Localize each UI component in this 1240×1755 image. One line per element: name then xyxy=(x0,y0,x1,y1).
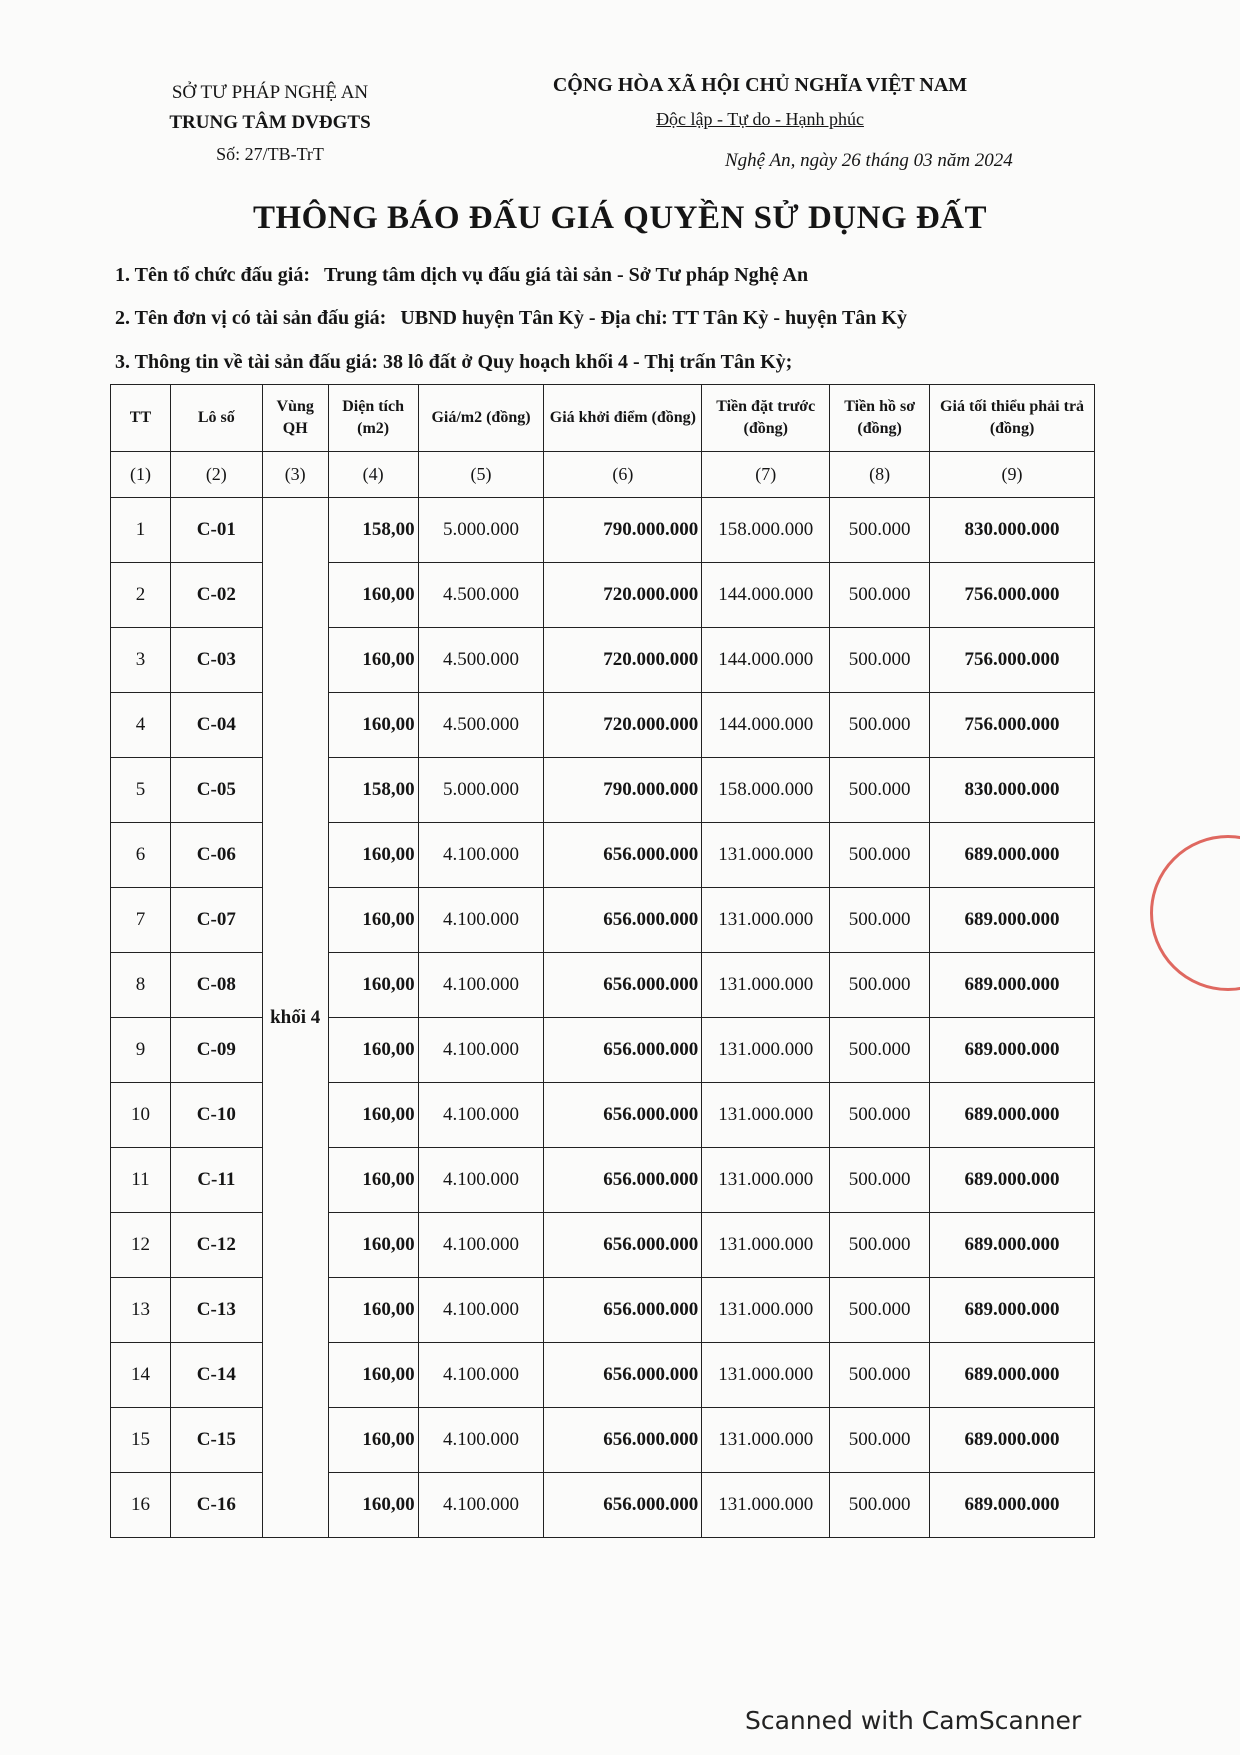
cell-tt: 3 xyxy=(111,628,171,693)
cell-min-price: 689.000.000 xyxy=(930,823,1095,888)
cell-fee: 500.000 xyxy=(830,758,930,823)
cell-deposit: 131.000.000 xyxy=(702,1083,830,1148)
cell-price-per-m2: 4.100.000 xyxy=(418,1473,544,1538)
cell-price-per-m2: 4.100.000 xyxy=(418,1408,544,1473)
national-motto: Độc lập - Tự do - Hạnh phúc xyxy=(656,109,864,129)
cell-starting-price: 790.000.000 xyxy=(544,498,702,563)
cell-area: 160,00 xyxy=(328,1213,418,1278)
cell-fee: 500.000 xyxy=(830,693,930,758)
cell-tt: 15 xyxy=(111,1408,171,1473)
cell-price-per-m2: 4.100.000 xyxy=(418,888,544,953)
cell-price-per-m2: 4.100.000 xyxy=(418,1213,544,1278)
cell-starting-price: 656.000.000 xyxy=(544,1408,702,1473)
cell-deposit: 131.000.000 xyxy=(702,953,830,1018)
cell-starting-price: 790.000.000 xyxy=(544,758,702,823)
cell-fee: 500.000 xyxy=(830,888,930,953)
cell-starting-price: 720.000.000 xyxy=(544,563,702,628)
cell-area: 160,00 xyxy=(328,563,418,628)
cell-lot: C-14 xyxy=(170,1343,262,1408)
cell-lot: C-07 xyxy=(170,888,262,953)
cell-tt: 11 xyxy=(111,1148,171,1213)
issuer-center: TRUNG TÂM DVĐGTS xyxy=(169,112,371,133)
cell-deposit: 131.000.000 xyxy=(702,1148,830,1213)
cell-tt: 14 xyxy=(111,1343,171,1408)
cell-starting-price: 656.000.000 xyxy=(544,1083,702,1148)
cell-tt: 9 xyxy=(111,1018,171,1083)
cell-deposit: 131.000.000 xyxy=(702,1343,830,1408)
cell-lot: C-16 xyxy=(170,1473,262,1538)
cell-starting-price: 656.000.000 xyxy=(544,1343,702,1408)
red-seal-stamp xyxy=(1150,835,1240,991)
table-row xyxy=(111,563,1095,628)
column-header: Tiền đặt trước (đồng) xyxy=(702,385,830,452)
column-header: Giá khởi điểm (đồng) xyxy=(544,385,702,452)
cell-deposit: 158.000.000 xyxy=(702,758,830,823)
cell-starting-price: 656.000.000 xyxy=(544,1278,702,1343)
cell-min-price: 689.000.000 xyxy=(930,1083,1095,1148)
cell-fee: 500.000 xyxy=(830,1083,930,1148)
cell-min-price: 830.000.000 xyxy=(930,758,1095,823)
cell-zone: khối 4 xyxy=(262,498,328,1538)
cell-area: 160,00 xyxy=(328,1083,418,1148)
cell-lot: C-06 xyxy=(170,823,262,888)
cell-lot: C-08 xyxy=(170,953,262,1018)
document-number: Số: 27/TB-TrT xyxy=(216,144,324,164)
table-row xyxy=(111,1018,1095,1083)
cell-price-per-m2: 4.100.000 xyxy=(418,823,544,888)
table-row xyxy=(111,1408,1095,1473)
cell-area: 158,00 xyxy=(328,758,418,823)
cell-area: 160,00 xyxy=(328,628,418,693)
cell-min-price: 689.000.000 xyxy=(930,888,1095,953)
cell-deposit: 144.000.000 xyxy=(702,563,830,628)
cell-area: 160,00 xyxy=(328,823,418,888)
page-title: THÔNG BÁO ĐẤU GIÁ QUYỀN SỬ DỤNG ĐẤT xyxy=(252,200,988,236)
cell-fee: 500.000 xyxy=(830,953,930,1018)
column-header: Vùng QH xyxy=(262,385,328,452)
cell-lot: C-12 xyxy=(170,1213,262,1278)
cell-area: 160,00 xyxy=(328,1148,418,1213)
cell-min-price: 689.000.000 xyxy=(930,1343,1095,1408)
cell-min-price: 689.000.000 xyxy=(930,1148,1095,1213)
cell-deposit: 131.000.000 xyxy=(702,888,830,953)
cell-min-price: 756.000.000 xyxy=(930,563,1095,628)
cell-price-per-m2: 4.100.000 xyxy=(418,1018,544,1083)
info-line-2: 2. Tên đơn vị có tài sản đấu giá: UBND huyện Tân Kỳ - Địa chỉ: TT Tân Kỳ - huyện Tân Kỳ xyxy=(115,307,907,329)
cell-min-price: 830.000.000 xyxy=(930,498,1095,563)
column-header: TT xyxy=(111,385,171,452)
land-lot-table xyxy=(110,384,1095,1538)
cell-fee: 500.000 xyxy=(830,1148,930,1213)
cell-starting-price: 720.000.000 xyxy=(544,628,702,693)
cell-starting-price: 656.000.000 xyxy=(544,823,702,888)
cell-min-price: 689.000.000 xyxy=(930,1473,1095,1538)
cell-deposit: 158.000.000 xyxy=(702,498,830,563)
cell-price-per-m2: 4.100.000 xyxy=(418,1343,544,1408)
cell-price-per-m2: 4.100.000 xyxy=(418,1278,544,1343)
cell-lot: C-03 xyxy=(170,628,262,693)
cell-area: 160,00 xyxy=(328,888,418,953)
cell-lot: C-05 xyxy=(170,758,262,823)
cell-min-price: 689.000.000 xyxy=(930,1278,1095,1343)
cell-price-per-m2: 4.100.000 xyxy=(418,1148,544,1213)
cell-lot: C-10 xyxy=(170,1083,262,1148)
cell-lot: C-11 xyxy=(170,1148,262,1213)
info-line-3: 3. Thông tin về tài sản đấu giá: 38 lô đất ở Quy hoạch khối 4 - Thị trấn Tân Kỳ; xyxy=(115,351,793,373)
cell-deposit: 131.000.000 xyxy=(702,1408,830,1473)
cell-price-per-m2: 4.100.000 xyxy=(418,953,544,1018)
cell-fee: 500.000 xyxy=(830,1018,930,1083)
table-row xyxy=(111,823,1095,888)
table-row xyxy=(111,888,1095,953)
nation-name: CỘNG HÒA XÃ HỘI CHỦ NGHĨA VIỆT NAM xyxy=(552,74,968,96)
cell-deposit: 131.000.000 xyxy=(702,1018,830,1083)
cell-fee: 500.000 xyxy=(830,823,930,888)
cell-min-price: 689.000.000 xyxy=(930,1018,1095,1083)
cell-price-per-m2: 4.500.000 xyxy=(418,628,544,693)
cell-starting-price: 720.000.000 xyxy=(544,693,702,758)
cell-tt: 12 xyxy=(111,1213,171,1278)
cell-starting-price: 656.000.000 xyxy=(544,1148,702,1213)
cell-deposit: 131.000.000 xyxy=(702,1213,830,1278)
cell-deposit: 131.000.000 xyxy=(702,823,830,888)
table-row xyxy=(111,953,1095,1018)
cell-fee: 500.000 xyxy=(830,1473,930,1538)
cell-area: 160,00 xyxy=(328,1473,418,1538)
table-row xyxy=(111,1213,1095,1278)
cell-price-per-m2: 4.500.000 xyxy=(418,563,544,628)
cell-tt: 13 xyxy=(111,1278,171,1343)
cell-starting-price: 656.000.000 xyxy=(544,953,702,1018)
cell-min-price: 689.000.000 xyxy=(930,1408,1095,1473)
cell-deposit: 144.000.000 xyxy=(702,693,830,758)
cell-area: 158,00 xyxy=(328,498,418,563)
cell-tt: 2 xyxy=(111,563,171,628)
cell-price-per-m2: 4.500.000 xyxy=(418,693,544,758)
cell-lot: C-01 xyxy=(170,498,262,563)
cell-price-per-m2: 5.000.000 xyxy=(418,498,544,563)
cell-tt: 1 xyxy=(111,498,171,563)
cell-tt: 5 xyxy=(111,758,171,823)
cell-lot: C-02 xyxy=(170,563,262,628)
cell-min-price: 689.000.000 xyxy=(930,953,1095,1018)
column-header: Giá tối thiểu phải trả (đồng) xyxy=(930,385,1095,452)
cell-area: 160,00 xyxy=(328,953,418,1018)
cell-starting-price: 656.000.000 xyxy=(544,888,702,953)
cell-min-price: 756.000.000 xyxy=(930,628,1095,693)
cell-min-price: 756.000.000 xyxy=(930,693,1095,758)
cell-lot: C-13 xyxy=(170,1278,262,1343)
cell-min-price: 689.000.000 xyxy=(930,1213,1095,1278)
cell-deposit: 131.000.000 xyxy=(702,1278,830,1343)
issuer-department: SỞ TƯ PHÁP NGHỆ AN xyxy=(171,82,369,103)
cell-tt: 7 xyxy=(111,888,171,953)
column-header: Tiền hồ sơ (đồng) xyxy=(830,385,930,452)
table-row xyxy=(111,498,1095,563)
cell-area: 160,00 xyxy=(328,1018,418,1083)
column-header: Giá/m2 (đồng) xyxy=(418,385,544,452)
cell-tt: 10 xyxy=(111,1083,171,1148)
national-heading xyxy=(520,74,1000,130)
cell-lot: C-04 xyxy=(170,693,262,758)
column-header: Diện tích (m2) xyxy=(328,385,418,452)
table-row xyxy=(111,628,1095,693)
cell-fee: 500.000 xyxy=(830,1343,930,1408)
cell-fee: 500.000 xyxy=(830,563,930,628)
cell-tt: 6 xyxy=(111,823,171,888)
cell-area: 160,00 xyxy=(328,1343,418,1408)
table-row xyxy=(111,1343,1095,1408)
cell-price-per-m2: 5.000.000 xyxy=(418,758,544,823)
cell-deposit: 131.000.000 xyxy=(702,1473,830,1538)
cell-area: 160,00 xyxy=(328,1278,418,1343)
table-row xyxy=(111,758,1095,823)
cell-starting-price: 656.000.000 xyxy=(544,1473,702,1538)
cell-fee: 500.000 xyxy=(830,1213,930,1278)
scanner-watermark: Scanned with CamScanner xyxy=(745,1706,1082,1735)
column-header: Lô số xyxy=(170,385,262,452)
table-row xyxy=(111,1148,1095,1213)
cell-fee: 500.000 xyxy=(830,1278,930,1343)
document-date: Nghệ An, ngày 26 tháng 03 năm 2024 xyxy=(725,150,1013,171)
cell-lot: C-15 xyxy=(170,1408,262,1473)
issuer-block xyxy=(150,82,390,165)
cell-tt: 4 xyxy=(111,693,171,758)
cell-area: 160,00 xyxy=(328,1408,418,1473)
table-header-row xyxy=(111,385,1095,452)
cell-lot: C-09 xyxy=(170,1018,262,1083)
cell-fee: 500.000 xyxy=(830,1408,930,1473)
cell-deposit: 144.000.000 xyxy=(702,628,830,693)
column-index-row: (1) (2) (3) (4) (5) (6) (7) (8) (9) xyxy=(111,452,1095,498)
table-row xyxy=(111,1278,1095,1343)
table-row xyxy=(111,1083,1095,1148)
table-row xyxy=(111,1473,1095,1538)
cell-area: 160,00 xyxy=(328,693,418,758)
cell-tt: 16 xyxy=(111,1473,171,1538)
cell-fee: 500.000 xyxy=(830,628,930,693)
cell-tt: 8 xyxy=(111,953,171,1018)
info-line-1: 1. Tên tổ chức đấu giá: Trung tâm dịch vụ đấu giá tài sản - Sở Tư pháp Nghệ An xyxy=(115,264,809,286)
cell-price-per-m2: 4.100.000 xyxy=(418,1083,544,1148)
cell-fee: 500.000 xyxy=(830,498,930,563)
cell-starting-price: 656.000.000 xyxy=(544,1018,702,1083)
table-row xyxy=(111,693,1095,758)
cell-starting-price: 656.000.000 xyxy=(544,1213,702,1278)
